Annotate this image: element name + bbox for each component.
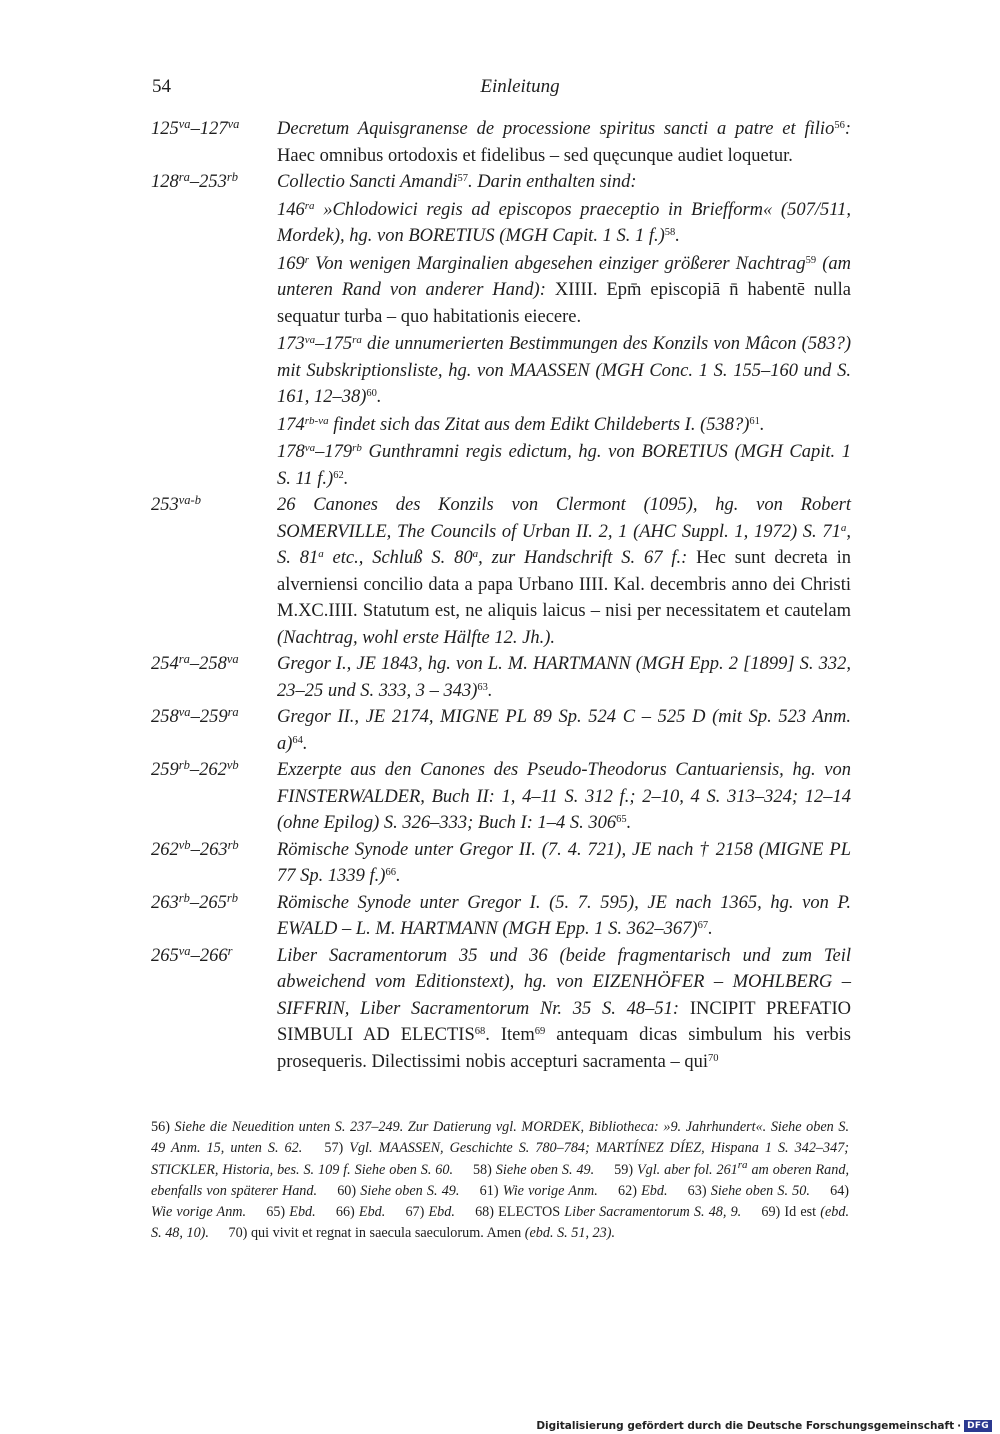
- roman-text: 70) qui vivit et regnat in saecula saeculorum. Amen: [228, 1225, 525, 1242]
- folio-column: vb: [226, 758, 239, 772]
- entry-text: [277, 651, 851, 704]
- folio-number: –265: [189, 892, 227, 913]
- sub-item: [277, 412, 851, 439]
- folio-number: –253: [189, 172, 227, 192]
- roman-text: 57): [324, 1140, 350, 1157]
- folio-range: [151, 651, 277, 704]
- folio-range: [151, 943, 277, 1076]
- italic-text: –175: [315, 334, 353, 354]
- footnote: [405, 1204, 454, 1220]
- italic-text: 146: [277, 199, 305, 220]
- italic-text: Wie vorige Anm.: [151, 1204, 247, 1221]
- italic-text: Vgl. aber fol. 261: [636, 1161, 738, 1178]
- italic-text: Römische Synode unter Gregor II. (7. 4. 721), JE nach † 2158 (MIGNE PL 77 Sp. 1339 f.): [277, 839, 851, 886]
- roman-text: 59): [614, 1161, 637, 1178]
- italic-text: 169: [277, 253, 305, 274]
- footnote: [688, 1183, 810, 1199]
- folio-column: rb: [178, 890, 190, 905]
- folio-column: r: [227, 943, 233, 958]
- folio-number: 254: [151, 654, 179, 674]
- superscript: 65: [616, 814, 627, 825]
- footnote: [228, 1225, 615, 1241]
- italic-text: .: [626, 813, 632, 833]
- folio-column: va: [178, 943, 191, 958]
- footer-text: Digitalisierung gefördert durch die Deutsche Forschungsgemeinschaft: [536, 1420, 955, 1432]
- folio-range: [151, 169, 277, 492]
- running-header: [0, 76, 1000, 102]
- italic-text: Römische Synode unter Gregor I. (5. 7. 595), JE nach 1365, hg. von P. EWALD – L. M. HARTMANN (MGH Epp. 1 S. 362–367): [277, 892, 851, 939]
- entry-text: [277, 704, 851, 757]
- superscript: 67: [697, 920, 709, 931]
- superscript: 61: [749, 415, 760, 427]
- roman-text: INCIPIT PREFATIO SIMBULI AD ELECTIS: [277, 998, 851, 1045]
- roman-text: antequam dicas simbulum his verbis prosequeris. Dilectissimi nobis accepturi sacramenta – qui: [277, 1025, 851, 1072]
- superscript: 66: [385, 867, 396, 878]
- superscript: va: [304, 442, 316, 454]
- superscript: r: [304, 253, 310, 266]
- sub-item: [277, 197, 851, 250]
- italic-text: Siehe die Neuedition unten S. 237–249. Zur Datierung vgl. MORDEK, Bibliotheca: »9. Jahrhundert«. Siehe oben S. 49 Anm. 15, unten S. 62.: [151, 1119, 849, 1157]
- entry-description: [277, 890, 851, 943]
- roman-text: 63): [687, 1182, 711, 1199]
- superscript: 64: [292, 734, 303, 746]
- roman-text: 62): [618, 1182, 642, 1199]
- manuscript-entry: [151, 837, 851, 890]
- italic-text: Vgl. MAASSEN, Geschichte S. 780–784; MARTÍNEZ DÍEZ, Hispana 1 S. 342–347; STICKLER, Historia, bes. S. 109 f. Siehe oben S. 60.: [151, 1140, 850, 1178]
- italic-text: (am unteren Rand von anderer Hand):: [277, 253, 851, 300]
- entry-text: [277, 169, 851, 196]
- footnotes: [151, 1117, 849, 1245]
- entry-description: [277, 837, 851, 890]
- italic-text: .: [376, 387, 382, 407]
- folio-number: –259: [190, 707, 228, 727]
- italic-text: am oberen Rand, ebenfalls von späterer Hand.: [151, 1161, 849, 1199]
- entry-text: [277, 116, 851, 169]
- italic-text: findet sich das Zitat aus dem Edikt Childeberts I. (538?): [328, 414, 750, 435]
- italic-text: Liber Sacramentorum S. 48, 9.: [564, 1204, 742, 1221]
- italic-text: .: [759, 414, 765, 435]
- folio-column: va: [178, 117, 191, 131]
- folio-range: [151, 116, 277, 169]
- superscript: 69: [534, 1026, 546, 1037]
- entry-description: [277, 757, 851, 837]
- italic-text: 26 Canones des Konzils von Clermont (1095), hg. von Robert SOMERVILLE, The Councils of Urban II. 2, 1 (AHC Suppl. 1, 1972) S. 71: [277, 495, 851, 542]
- running-title: Einleitung: [480, 76, 560, 97]
- entry-text: [277, 943, 851, 1076]
- italic-text: Liber Sacramentorum 35 und 36 (beide fragmentarisch und zum Teil abweichend vom Editionstext), hg. von EIZENHÖFER – MOHLBERG – SIFFRIN, Liber Sacramentorum Nr. 35 S. 48–51:: [277, 945, 851, 1019]
- superscript: 70: [708, 1052, 719, 1064]
- italic-text: Von wenigen Marginalien abgesehen einziger größerer Nachtrag: [309, 253, 806, 274]
- superscript: a: [472, 548, 479, 560]
- italic-text: Decretum Aquisgranense de processione spiritus sancti a patre et filio: [277, 119, 835, 139]
- entry-description: [277, 116, 851, 169]
- manuscript-entry: [151, 704, 851, 757]
- folio-number: –258: [189, 654, 227, 674]
- italic-text: Ebd.: [428, 1204, 455, 1221]
- italic-text: Ebd.: [289, 1204, 316, 1221]
- roman-text: XIIII. Epm̄ episcopiā n̄ habentē nulla sequatur turba – quo habitationis eiecere.: [277, 280, 851, 327]
- folio-range: [151, 757, 277, 837]
- italic-text: 173: [277, 334, 305, 354]
- italic-text: »Chlodowici regis ad episcopos praeceptio in Briefform« (507/511, Mordek), hg. von BORETIUS (MGH Capit. 1 S. 1 f.): [277, 199, 851, 246]
- folio-column: ra: [178, 170, 190, 184]
- superscript: 58: [664, 227, 676, 238]
- superscript: rb: [352, 442, 362, 454]
- folio-number: –266: [190, 945, 228, 966]
- folio-range: [151, 492, 277, 651]
- superscript: rb-va: [304, 414, 329, 427]
- superscript: ra: [304, 199, 315, 212]
- folio-number: –262: [189, 760, 227, 780]
- italic-text: Ebd.: [358, 1204, 386, 1221]
- italic-text: Siehe oben S. 49.: [360, 1182, 460, 1199]
- dfg-footer: [536, 1418, 992, 1434]
- manuscript-contents-list: [151, 116, 851, 1075]
- manuscript-entry: [151, 169, 851, 492]
- roman-text: . Item: [485, 1025, 535, 1045]
- superscript: a: [840, 521, 847, 534]
- folio-column: va: [226, 652, 239, 666]
- folio-range: [151, 704, 277, 757]
- folio-number: 125: [151, 119, 179, 139]
- superscript: a: [318, 548, 324, 560]
- roman-text: Haec omnibus ortodoxis et fidelibus – sed quęcunque audiet loquetur.: [277, 145, 793, 166]
- italic-text: (ebd. S. 51, 23).: [524, 1225, 615, 1242]
- italic-text: .: [675, 226, 680, 246]
- italic-text: 174: [277, 414, 305, 435]
- italic-text: (Nachtrag, wohl erste Hälfte 12. Jh.).: [277, 627, 555, 648]
- folio-column: va: [227, 117, 240, 131]
- roman-text: 69) Id est: [761, 1204, 821, 1221]
- entry-text: [277, 492, 851, 651]
- manuscript-entry: [151, 651, 851, 704]
- entry-text: [277, 837, 851, 890]
- roman-text: Hec sunt decreta in alverniensi concilio data a papa Urbano IIII. Kal. decembris anno dei Christi M.XC.IIII. Statutum est, ne aliquis laicus – nisi per necessitatem et cautelam: [277, 548, 851, 621]
- manuscript-entry: [151, 492, 851, 651]
- roman-text: 61): [479, 1182, 503, 1199]
- italic-text: Siehe oben S. 50.: [710, 1182, 810, 1199]
- entry-text: [277, 757, 851, 837]
- italic-text: , S. 81: [277, 521, 851, 568]
- superscript: 60: [366, 388, 377, 399]
- folio-number: 262: [151, 839, 179, 860]
- italic-text: :: [844, 119, 851, 139]
- manuscript-entry: [151, 890, 851, 943]
- entry-description: [277, 651, 851, 704]
- italic-text: etc., Schluß S. 80: [323, 548, 473, 568]
- footer-separator: ·: [957, 1420, 962, 1432]
- folio-column: va: [178, 705, 191, 719]
- superscript: ra: [737, 1158, 748, 1171]
- superscript: ra: [352, 334, 362, 346]
- roman-text: 67): [405, 1204, 429, 1221]
- footnote: [266, 1204, 315, 1220]
- italic-text: Siehe oben S. 49.: [495, 1161, 595, 1178]
- italic-text: Ebd.: [641, 1182, 668, 1199]
- superscript: va: [304, 334, 316, 346]
- footnote: [336, 1204, 385, 1220]
- italic-text: Gunthramni regis edictum, hg. von BORETIUS (MGH Capit. 1 S. 11 f.): [277, 442, 851, 489]
- folio-column: rb: [226, 890, 238, 905]
- entry-description: [277, 492, 851, 651]
- italic-text: .: [487, 680, 493, 701]
- italic-text: 178: [277, 442, 305, 462]
- folio-column: rb: [178, 758, 190, 772]
- superscript: 59: [805, 254, 817, 266]
- folio-range: [151, 890, 277, 943]
- roman-text: 66): [335, 1204, 359, 1221]
- folio-range: [151, 837, 277, 890]
- roman-text: 60): [337, 1182, 361, 1199]
- italic-text: die unnumerierten Bestimmungen des Konzils von Mâcon (583?) mit Subskriptionsliste, hg. von MAASSEN (MGH Conc. 1 S. 155–160 und S. 161, 12–38): [277, 334, 851, 407]
- entry-description: [277, 169, 851, 492]
- entry-description: [277, 704, 851, 757]
- sub-item: [277, 331, 851, 411]
- italic-text: . Darin enthalten sind:: [468, 172, 637, 192]
- entry-text: [277, 890, 851, 943]
- italic-text: Collectio Sancti Amandi: [277, 172, 458, 192]
- italic-text: .: [708, 919, 713, 939]
- footnote: [475, 1204, 741, 1220]
- dfg-logo: DFG: [964, 1420, 992, 1432]
- roman-text: 65): [266, 1204, 290, 1221]
- folio-column: vb: [178, 837, 191, 852]
- folio-column: ra: [178, 652, 190, 666]
- italic-text: Gregor II., JE 2174, MIGNE PL 89 Sp. 524 C – 525 D (mit Sp. 523 Anm. a): [277, 707, 851, 754]
- folio-column: rb: [227, 837, 239, 852]
- superscript: 62: [333, 469, 344, 481]
- superscript: 57: [457, 173, 469, 184]
- manuscript-entry: [151, 757, 851, 837]
- italic-text: .: [343, 468, 349, 489]
- folio-number: 253: [151, 495, 179, 515]
- footnote: [473, 1162, 594, 1178]
- page-number: 54: [152, 76, 171, 97]
- superscript: 56: [834, 120, 845, 131]
- folio-number: 258: [151, 707, 179, 727]
- folio-column: va-b: [178, 493, 201, 507]
- folio-number: 265: [151, 945, 179, 966]
- italic-text: (ebd. S. 48, 10).: [151, 1204, 850, 1242]
- roman-text: 56): [151, 1119, 175, 1135]
- folio-column: ra: [227, 705, 239, 719]
- sub-item: [277, 251, 851, 331]
- roman-text: 58): [472, 1161, 496, 1178]
- italic-text: Gregor I., JE 1843, hg. von L. M. HARTMANN (MGH Epp. 2 [1899] S. 332, 23–25 und S. 333, 3 – 343): [277, 654, 851, 701]
- manuscript-entry: [151, 943, 851, 1076]
- roman-text: 64): [830, 1182, 850, 1199]
- folio-number: –263: [190, 839, 228, 860]
- folio-column: rb: [226, 170, 238, 184]
- italic-text: .: [395, 866, 401, 886]
- folio-number: 263: [151, 892, 179, 913]
- italic-text: Exzerpte aus den Canones des Pseudo-Theodorus Cantuariensis, hg. von FINSTERWALDER, Buch II: 1, 4–11 S. 312 f.; 2–10, 4 S. 313–324; 12–14 (ohne Epilog) S. 326–333; Buch I: 1–4 S. 306: [277, 760, 851, 833]
- italic-text: .: [302, 733, 308, 754]
- footnote: [337, 1183, 459, 1199]
- italic-text: , zur Handschrift S. 67 f.:: [478, 548, 688, 568]
- italic-text: Wie vorige Anm.: [502, 1182, 598, 1199]
- superscript: 63: [477, 681, 488, 693]
- manuscript-entry: [151, 116, 851, 169]
- footnote: [618, 1183, 667, 1199]
- superscript: 68: [474, 1026, 486, 1037]
- roman-text: 68) ELECTOS: [475, 1204, 565, 1221]
- footnote: [480, 1183, 598, 1199]
- entry-description: [277, 943, 851, 1076]
- folio-number: 259: [151, 760, 179, 780]
- folio-number: –127: [190, 119, 228, 139]
- sub-item: [277, 439, 851, 492]
- folio-number: 128: [151, 172, 179, 192]
- italic-text: –179: [315, 442, 353, 462]
